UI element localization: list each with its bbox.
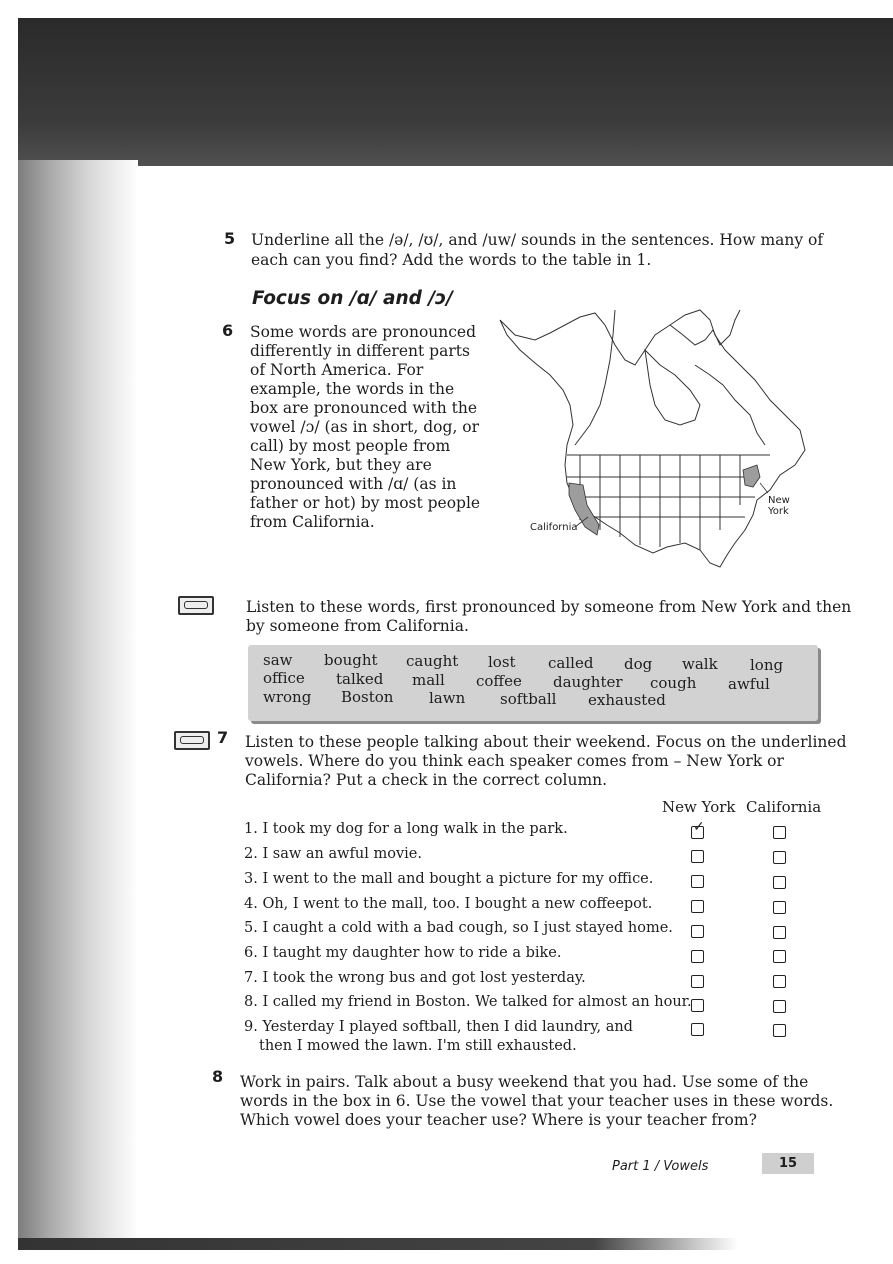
check-mark-icon: ✓ xyxy=(693,819,705,835)
sentence-item: 6. I taught my daughter how to ride a bike. xyxy=(244,945,562,961)
checkbox-ca-5[interactable] xyxy=(773,926,786,939)
checkbox-ca-2[interactable] xyxy=(773,851,786,864)
exercise-5-line-1: Underline all the /ə/, /ʊ/, and /uw/ sounds in the sentences. How many of xyxy=(251,231,824,249)
checkbox-ca-8[interactable] xyxy=(773,1000,786,1013)
exercise-8-line-2: words in the box in 6. Use the vowel that your teacher uses in these words. xyxy=(240,1092,834,1110)
word: wrong xyxy=(263,688,312,706)
ex6-line: vowel /ɔ/ (as in short, dog, or xyxy=(250,418,480,436)
word: dog xyxy=(624,655,653,673)
checkbox-ca-7[interactable] xyxy=(773,975,786,988)
sentence-item: 2. I saw an awful movie. xyxy=(244,846,422,862)
word: talked xyxy=(336,670,384,688)
word: daughter xyxy=(553,673,623,691)
photocopy-dark-edge xyxy=(18,18,893,166)
checkbox-ca-9[interactable] xyxy=(773,1024,786,1037)
checkbox-ny-7[interactable] xyxy=(691,975,704,988)
exercise-8-line-3: Which vowel does your teacher use? Where is your teacher from? xyxy=(240,1111,757,1129)
exercise-7-number: 7 xyxy=(217,728,229,747)
map-label-california: California xyxy=(530,522,578,533)
checkbox-ny-6[interactable] xyxy=(691,950,704,963)
map-label-york: York xyxy=(768,506,789,517)
sentence-item: 7. I took the wrong bus and got lost yesterday. xyxy=(244,970,586,986)
column-california: California xyxy=(746,798,822,816)
exercise-8-line-1: Work in pairs. Talk about a busy weekend that you had. Use some of the xyxy=(240,1073,809,1091)
checkbox-ny-3[interactable] xyxy=(691,875,704,888)
word: bought xyxy=(324,651,378,669)
word-box xyxy=(248,645,818,721)
cassette-icon xyxy=(178,596,214,615)
word: softball xyxy=(500,690,557,708)
map-label-new-york xyxy=(768,495,790,517)
ex6-line: box are pronounced with the xyxy=(250,399,478,417)
sentence-item: 8. I called my friend in Boston. We talked for almost an hour. xyxy=(244,994,692,1010)
exercise-5-line-2: each can you find? Add the words to the table in 1. xyxy=(251,251,652,269)
exercise-8-number: 8 xyxy=(212,1067,224,1086)
page-number: 15 xyxy=(762,1153,814,1174)
listen-line-1: Listen to these words, first pronounced by someone from New York and then xyxy=(246,598,852,616)
word: awful xyxy=(728,675,770,693)
checkbox-ca-4[interactable] xyxy=(773,901,786,914)
checkbox-ny-2[interactable] xyxy=(691,850,704,863)
word: exhausted xyxy=(588,691,666,709)
word: lawn xyxy=(429,689,466,707)
photocopy-bottom-edge xyxy=(18,1238,738,1250)
exercise-7-line-2: vowels. Where do you think each speaker comes from – New York or xyxy=(245,752,784,770)
checkbox-ca-1[interactable] xyxy=(773,826,786,839)
checkbox-ny-8[interactable] xyxy=(691,999,704,1012)
ex6-line: New York, but they are xyxy=(250,456,432,474)
column-new-york: New York xyxy=(662,798,736,816)
word: cough xyxy=(650,674,697,692)
exercise-7-line-1: Listen to these people talking about their weekend. Focus on the underlined xyxy=(245,733,847,751)
checkbox-ny-9[interactable] xyxy=(691,1023,704,1036)
ex6-line: father or hot) by most people xyxy=(250,494,481,512)
word: long xyxy=(750,656,784,674)
word: called xyxy=(548,654,594,672)
word: caught xyxy=(406,652,459,670)
word: office xyxy=(263,669,305,687)
footer-section: Part 1 / Vowels xyxy=(612,1159,709,1174)
book-spine-shadow xyxy=(18,160,138,1240)
sentence-item: 9. Yesterday I played softball, then I did laundry, and xyxy=(244,1019,633,1035)
ex6-line: of North America. For xyxy=(250,361,424,379)
sentence-item: 1. I took my dog for a long walk in the park. xyxy=(244,821,568,837)
checkbox-ny-5[interactable] xyxy=(691,925,704,938)
focus-heading: Focus on /ɑ/ and /ɔ/ xyxy=(252,288,453,309)
word: mall xyxy=(412,671,445,689)
listen-line-2: by someone from California. xyxy=(246,617,469,635)
exercise-5-number: 5 xyxy=(224,229,236,248)
word: Boston xyxy=(341,688,394,706)
word: saw xyxy=(263,651,293,669)
exercise-6-number: 6 xyxy=(222,321,234,340)
checkbox-ca-3[interactable] xyxy=(773,876,786,889)
word: lost xyxy=(488,653,516,671)
sentence-item: 5. I caught a cold with a bad cough, so I just stayed home. xyxy=(244,920,673,936)
ex6-line: differently in different parts xyxy=(250,342,470,360)
checkbox-ny-4[interactable] xyxy=(691,900,704,913)
sentence-item: 3. I went to the mall and bought a picture for my office. xyxy=(244,871,654,887)
word: walk xyxy=(682,655,718,673)
cassette-icon xyxy=(174,731,210,750)
exercise-7-line-3: California? Put a check in the correct column. xyxy=(245,771,608,789)
checkbox-ca-6[interactable] xyxy=(773,950,786,963)
sentence-item-continued: then I mowed the lawn. I'm still exhausted. xyxy=(259,1038,577,1054)
sentence-item: 4. Oh, I went to the mall, too. I bought a new coffeepot. xyxy=(244,896,653,912)
ex6-line: example, the words in the xyxy=(250,380,455,398)
ex6-line: call) by most people from xyxy=(250,437,451,455)
ex6-line: pronounced with /ɑ/ (as in xyxy=(250,475,457,493)
checkbox-ny-1[interactable] xyxy=(691,819,705,839)
ex6-line: Some words are pronounced xyxy=(250,323,477,341)
word: coffee xyxy=(476,672,522,690)
map-label-new: New xyxy=(768,495,790,506)
ex6-line: from California. xyxy=(250,513,375,531)
